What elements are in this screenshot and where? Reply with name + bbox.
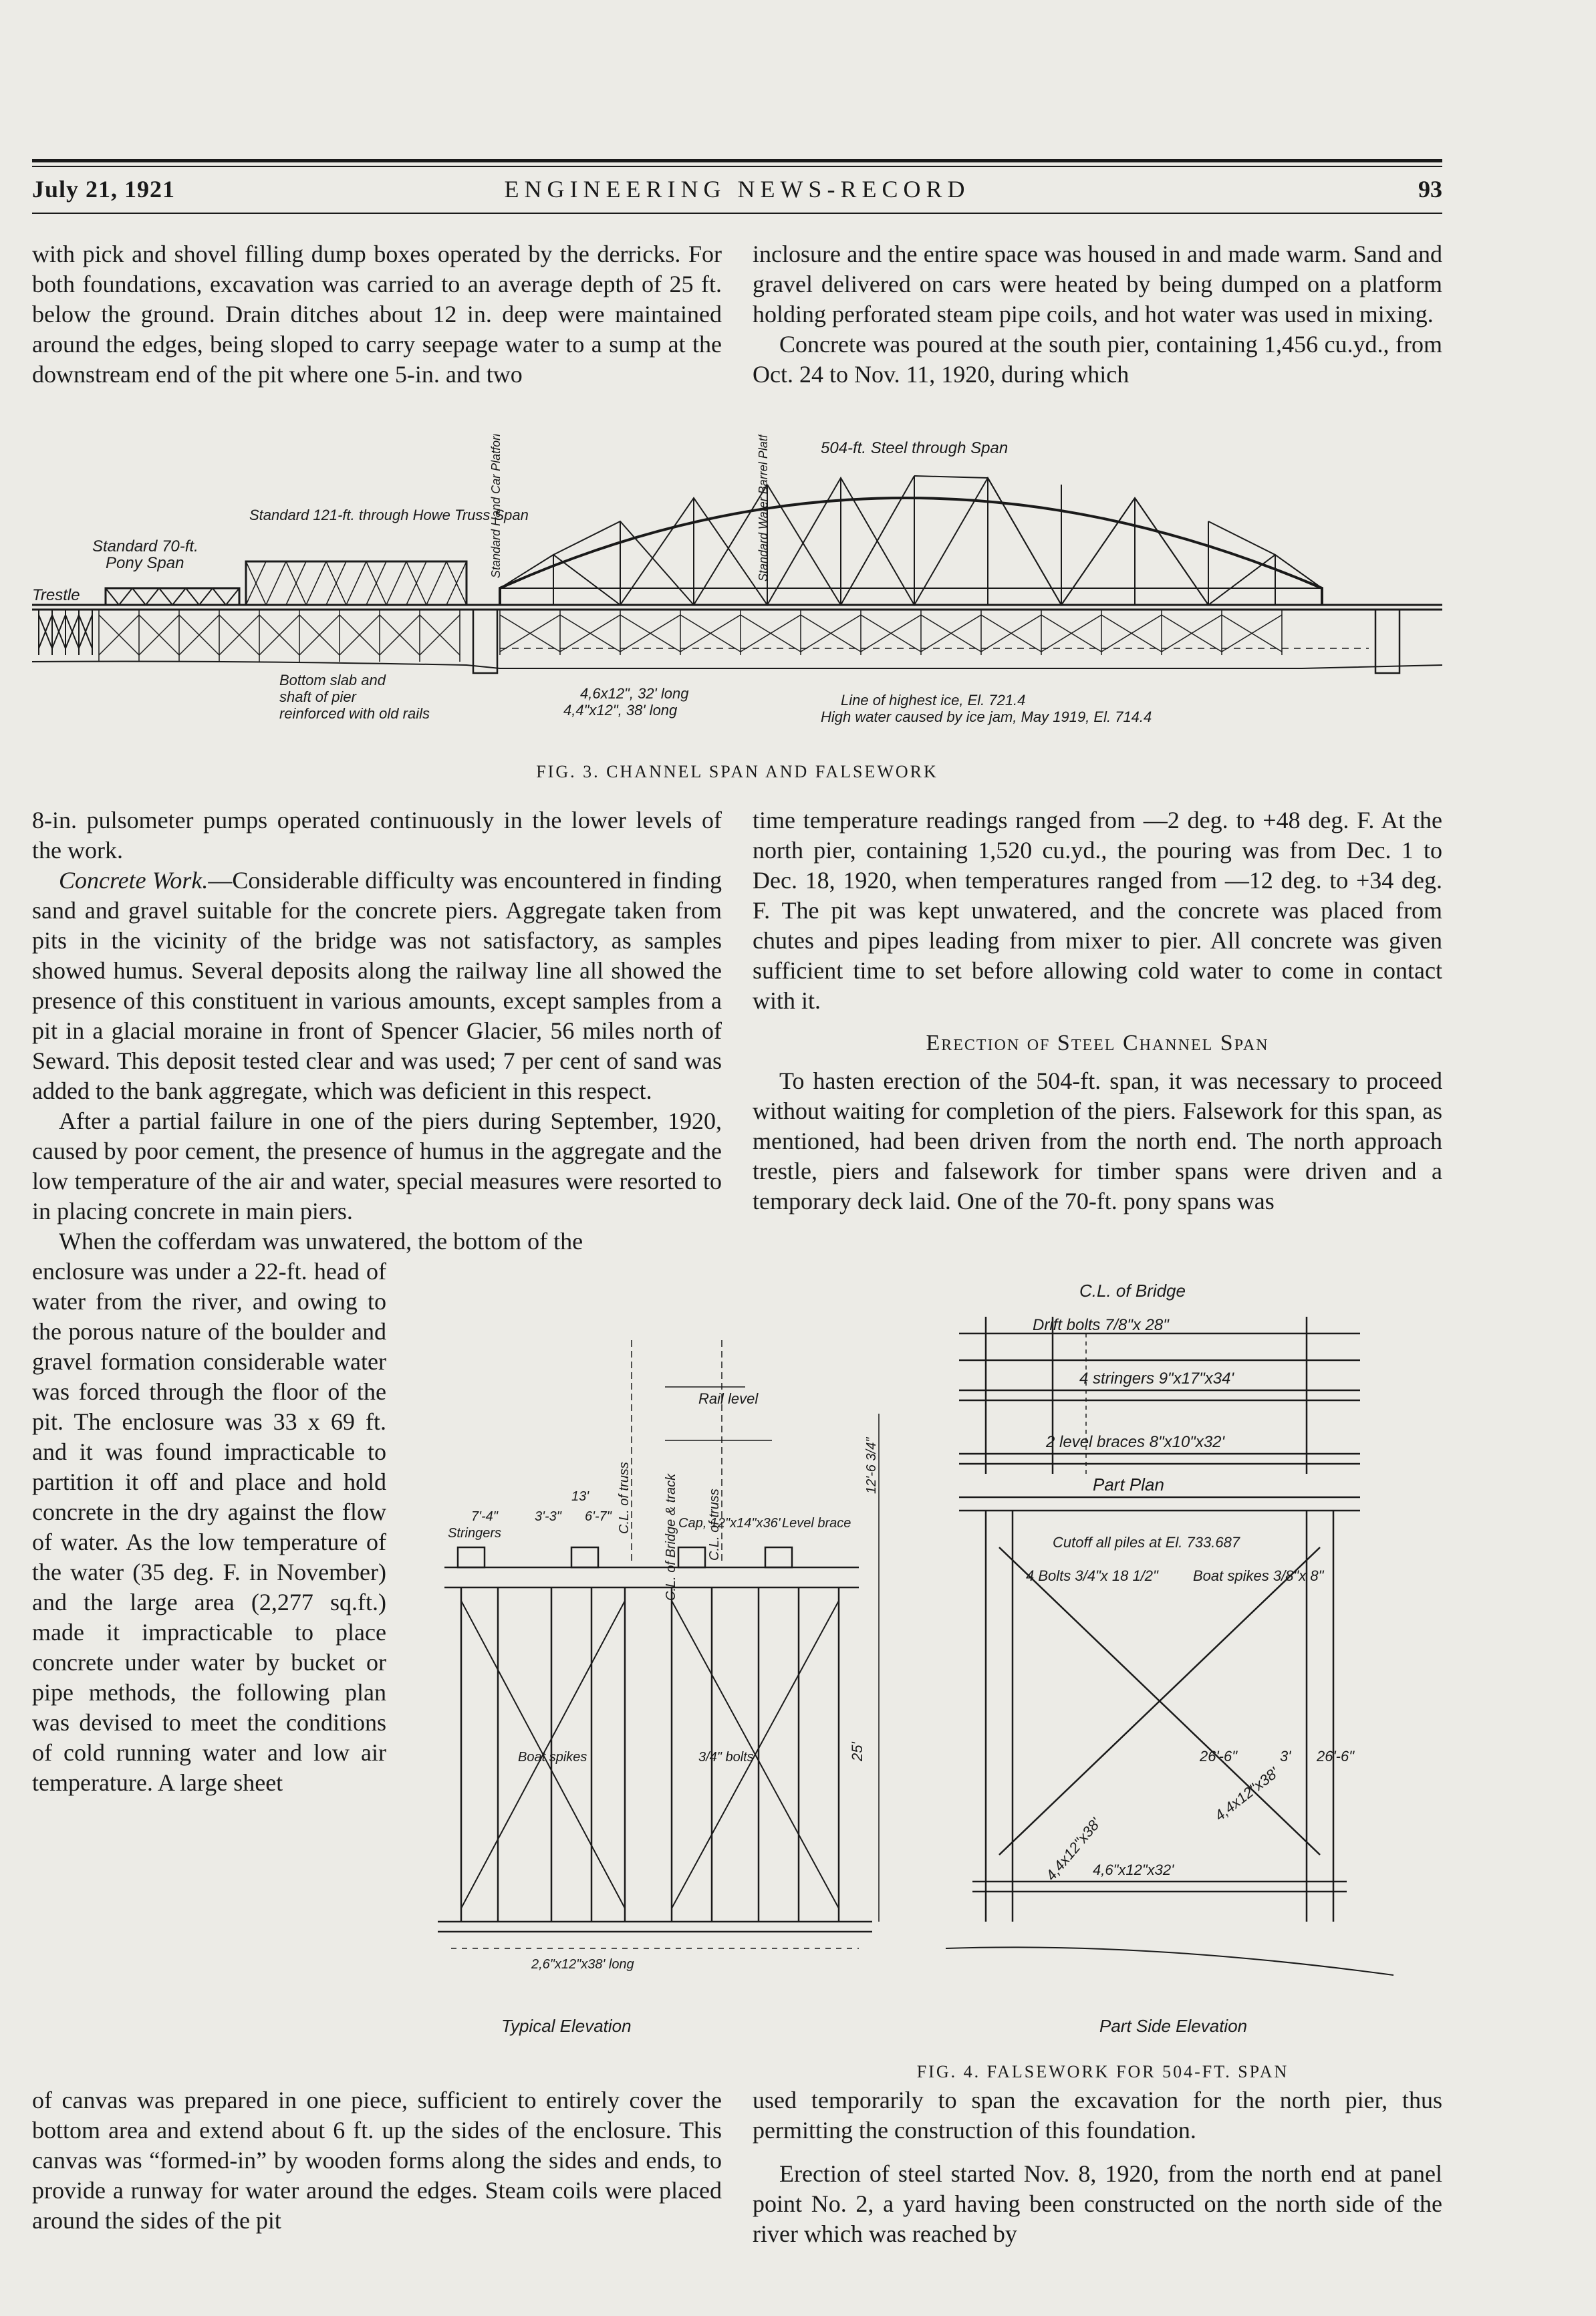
fig4-label-boat-spikes-2: Boat spikes [518, 1750, 587, 1765]
figure-falsework [411, 1280, 1444, 2052]
paragraph: Erection of steel started Nov. 8, 1920, from the north end at panel point No. 2, a yard having been constructed on the north side of the river which was reached by [753, 2160, 1442, 2247]
right-column-middle [753, 805, 1442, 1216]
fig4-label-drift-bolts: Drift bolts 7/8"x 28" [1033, 1316, 1169, 1334]
fig3-label-high-water: High water caused by ice jam, May 1919, El. 714.4 [821, 709, 1152, 725]
fig4-label-stringers-2: Stringers [448, 1526, 502, 1541]
left-column-top [32, 239, 722, 390]
paragraph-narrow: enclosure was under a 22-ft. head of water from the river, and owing to the porous nature of the boulder and gravel formation considerable water was forced through the floor of the pit. The enclosure was 33 x 69 ft. and it was found impracticable to partition it off and place and hold concrete in the dry against the flow of water. As the low temperature of the water (35 deg. F. in November) and the large area (2,277 sq.ft.) made it impracticable to place concrete under water by bucket or pipe methods, the following plan was devised to meet the conditions of cold running water and low air temperature. A large sheet [32, 1258, 386, 1796]
fig4-label-bolts-4: 4 Bolts 3/4"x 18 1/2" [1026, 1567, 1158, 1584]
paragraph: To hasten erection of the 504-ft. span, it was necessary to proceed without waiting for completion of the piers. Falsework for this span, as mentioned, had been driven from the north end. The north approach trestle, piers and falsework for timber spans were driven and a temporary deck laid. One of the 70-ft. pony spans was [753, 1067, 1442, 1214]
paragraph: with pick and shovel filling dump boxes operated by the derricks. For both foundations, excavation was carried to an average depth of 25 ft. below the ground. Drain ditches about 12 in. deep were maintained around the edges, being sloped to carry seepage water to a sump at the downstream end of the pit where one 5-in. and two [32, 241, 722, 388]
header-rule-bottom [32, 213, 1442, 214]
header-rule-top [32, 159, 1442, 162]
fig4-label-dim-3: 3' [1280, 1748, 1291, 1765]
section-heading: Erection of Steel Channel Span [926, 1031, 1269, 1055]
fig4-label-rail-level: Rail level [698, 1390, 759, 1407]
paragraph-concrete-work [32, 866, 722, 1106]
running-header [32, 175, 1442, 209]
fig3-label-hand-car: Standard Hand Car Platform [489, 434, 503, 578]
fig4-label-cl-truss-b: C.L. of truss [617, 1462, 632, 1534]
fig4-label-cutoff: Cutoff all piles at El. 733.687 [1053, 1534, 1240, 1551]
fig4-label-stringers: 4 stringers 9"x17"x34' [1079, 1370, 1234, 1388]
fig4-label-bottom-piles: 2,6"x12"x38' long [531, 1957, 634, 1972]
fig4-label-dim-25: 25' [849, 1742, 866, 1761]
fig4-label-bolts: 3/4" bolts [698, 1750, 754, 1765]
paragraph: of canvas was prepared in one piece, sufficient to entirely cover the bottom area and extend about 6 ft. up the sides of the enclosure. This canvas was “formed-in” by wooden forms along the sides and ends, to provide a runway for water around the edges. Steam coils were placed around the sides of the pit [32, 2087, 722, 2234]
fig3-label-steel-span: 504-ft. Steel through Span [821, 439, 1009, 457]
fig3-caption: FIG. 3. CHANNEL SPAN AND FALSEWORK [536, 762, 938, 781]
right-column-end [753, 2085, 1442, 2249]
paragraph: When the cofferdam was unwatered, the bottom of the [59, 1228, 583, 1255]
channel-span-drawing [32, 434, 1442, 755]
header-rule-top-thin [32, 166, 1442, 167]
fig3-label-pony-span-2: Pony Span [106, 554, 184, 572]
paragraph: used temporarily to span the excavation for the north pier, thus permitting the construction of this foundation. [753, 2087, 1442, 2144]
fig4-label-cap: Cap, 12"x14"x36' [678, 1516, 781, 1531]
paragraph-text: —Considerable difficulty was encountered in finding sand and gravel suitable for the concrete piers. Aggregate taken from pits in the vicinity of the bridge was not satisfactory, as samples showed humus. Several deposits along the railway line all showed the presence of this constituent in various amounts, except samples from a pit in a glacial moraine in front of Spencer Glacier, 56 miles north of Seward. This deposit tested clear and was used; 7 per cent of sand was added to the bank aggregate, which was deficient in this respect. [32, 867, 722, 1104]
paragraph: 8-in. pulsometer pumps operated continuously in the lower levels of the work. [32, 807, 722, 864]
left-column-end [32, 2085, 722, 2236]
fig3-label-ice-line: Line of highest ice, El. 721.4 [841, 692, 1026, 709]
fig4-label-typical-elev: Typical Elevation [501, 2016, 632, 2036]
fig4-label-bottom-brace: 4,6"x12"x32' [1093, 1861, 1174, 1878]
fig4-label-part-side-elev: Part Side Elevation [1099, 2016, 1248, 2036]
fig3-label-pier-note-1: Bottom slab and [279, 672, 386, 688]
fig4-label-level-brace: Level brace [782, 1516, 851, 1531]
fig4-label-cl-bridge: C.L. of Bridge [1079, 1281, 1186, 1301]
fig4-label-cl-bridge-track: C.L. of Bridge & track [664, 1473, 678, 1601]
fig3-label-pier-note-2: shaft of pier [279, 688, 356, 705]
page-number: 93 [1418, 176, 1442, 203]
figure-channel-span [32, 434, 1442, 755]
fig3-label-piles-1: 4,6x12", 32' long [580, 685, 689, 702]
paragraph: inclosure and the entire space was housed in and made warm. Sand and gravel delivered on cars were heated by being dumped on a platform holding perforated steam pipe coils, and hot water was used in mixing. [753, 241, 1442, 328]
fig4-label-dim-6-7: 6'-7" [585, 1509, 612, 1524]
fig4-label-dim-26-6b: 26'-6" [1317, 1748, 1355, 1765]
journal-title: ENGINEERING NEWS-RECORD [504, 176, 970, 203]
falsework-drawing [411, 1280, 1444, 2052]
fig4-label-brace-b: 4,4x12"x38' [1042, 1815, 1104, 1884]
fig4-caption: FIG. 4. FALSEWORK FOR 504-FT. SPAN [916, 2062, 1289, 2081]
paragraph: After a partial failure in one of the piers during September, 1920, caused by poor cement, the presence of humus in the aggregate and the low temperature of the air and water, special measures were resorted to in placing concrete in main piers. [32, 1108, 722, 1225]
run-in-heading: Concrete Work. [59, 867, 209, 894]
right-column-top [753, 239, 1442, 390]
fig3-label-piles-2: 4,4"x12", 38' long [563, 702, 678, 719]
fig4-label-dim-7-4: 7'-4" [471, 1509, 498, 1524]
fig4-label-brace-a: 4,4x12"x38' [1211, 1764, 1282, 1824]
paragraph: Concrete was poured at the south pier, containing 1,456 cu.yd., from Oct. 24 to Nov. 11, 1920, during which [753, 331, 1442, 388]
fig3-label-pier-note-3: reinforced with old rails [279, 705, 430, 722]
paragraph: time temperature readings ranged from —2 deg. to +48 deg. F. At the north pier, containing 1,520 cu.yd., the pouring was from Dec. 1 to Dec. 18, 1920, when temperatures ranged from —12 deg. to +34 deg. F. The pit was kept unwatered, and the concrete was placed from chutes and pipes leading from mixer to pier. All concrete was given sufficient time to set before allowing cold water to come in contact with it. [753, 807, 1442, 1014]
fig3-label-pony-span: Standard 70-ft. [92, 537, 198, 555]
fig3-label-howe-truss: Standard 121-ft. through Howe Truss Span [249, 507, 529, 523]
fig3-label-trestle: Trestle [32, 586, 80, 604]
fig4-label-level-braces: 2 level braces 8"x10"x32' [1046, 1433, 1225, 1451]
fig4-label-boat-spikes: Boat spikes 3/8"x 8" [1193, 1567, 1324, 1584]
fig4-label-part-plan: Part Plan [1093, 1474, 1164, 1495]
fig4-label-cl-truss-a: C.L. of truss [707, 1489, 722, 1561]
fig3-label-water-barrel: Standard Water Barrel Platform [757, 434, 770, 582]
fig4-label-dim-13: 13' [571, 1489, 589, 1504]
fig4-label-dim-26-6a: 26'-6" [1200, 1748, 1238, 1765]
fig4-label-dim-3-3: 3'-3" [535, 1509, 561, 1524]
issue-date: July 21, 1921 [32, 176, 176, 203]
fig4-label-dim-12-6: 12'-6 3/4" [864, 1437, 879, 1494]
